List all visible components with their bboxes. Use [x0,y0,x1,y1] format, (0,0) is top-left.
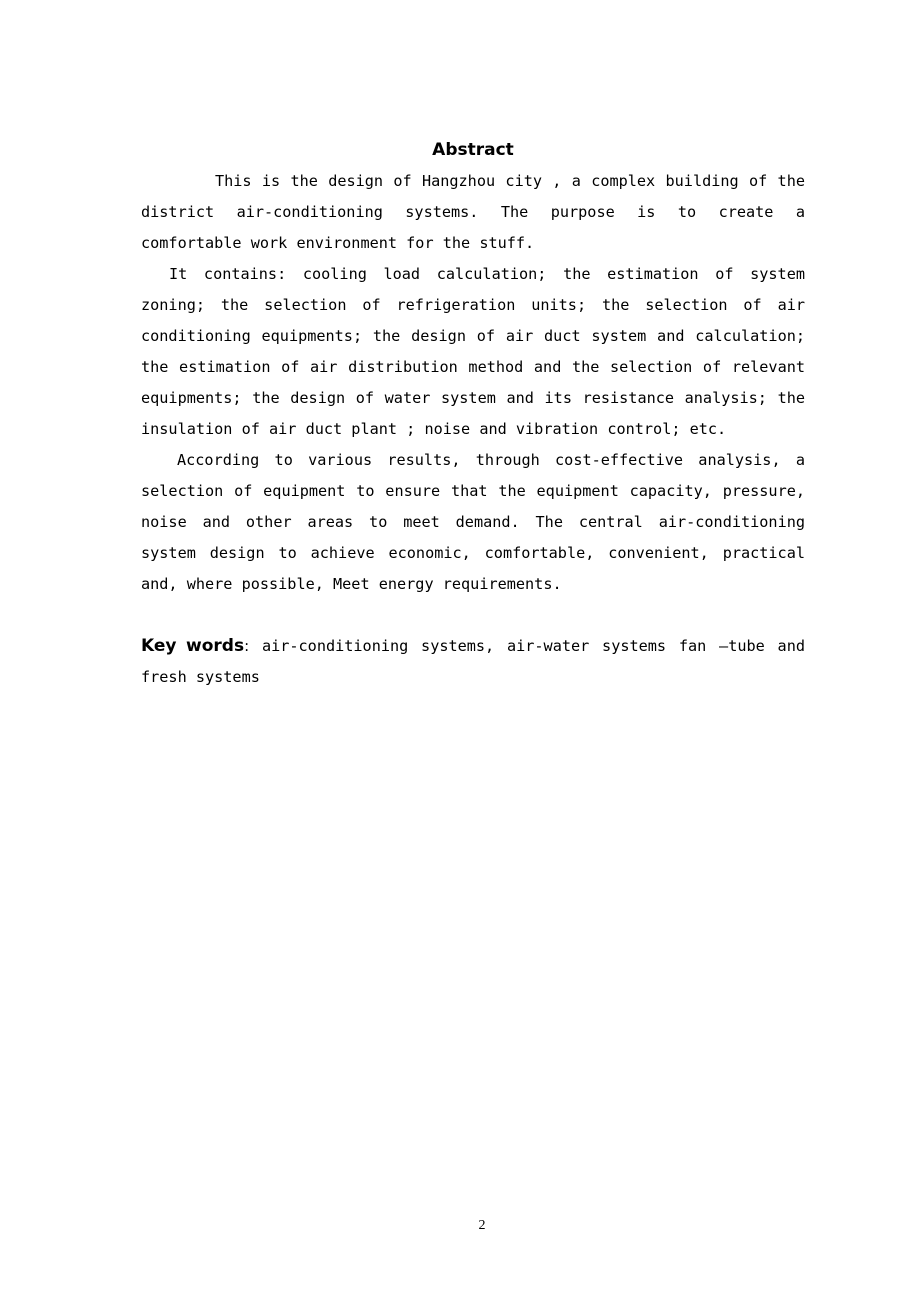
abstract-paragraph-1: This is the design of Hangzhou city , a complex building of the district air-conditioning systems. The purpose is to create a comfortable work environment for the stuff. [141,172,805,252]
abstract-paragraph-3: According to various results, through cost-effective analysis, a selection of equipment to ensure that the equipment capacity, pressure, noise and other areas to meet demand. The central air-conditioning system design to achieve economic, comfortable, convenient, practical and, where possible, Meet energy requirements. [141,451,805,593]
abstract-section [141,138,805,693]
keywords-label: Key words [141,636,245,656]
abstract-paragraph-2: It contains: cooling load calculation; the estimation of system zoning; the selection of refrigeration units; the selection of air conditioning equipments; the design of air duct system and calculation; the estimation of air distribution method and the selection of relevant equipments; the design of water system and its resistance analysis; the insulation of air duct plant ; noise and vibration control; etc. [141,265,805,438]
keywords-text: air-conditioning systems, air-water systems fan –tube and fresh systems [141,637,805,686]
keywords-line [141,631,805,693]
abstract-title: Abstract [432,140,514,160]
page-number: 2 [478,1218,486,1233]
keywords-separator: : [244,637,250,655]
